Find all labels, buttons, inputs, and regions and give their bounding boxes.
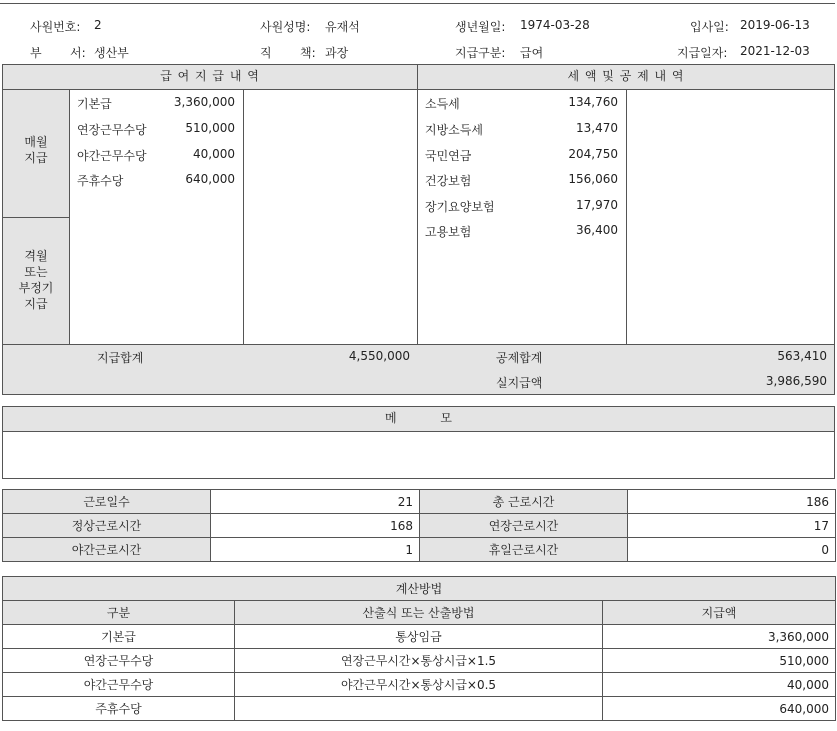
work-value: 186: [628, 490, 836, 514]
deduct-item-name: 지방소득세: [425, 123, 483, 137]
table-row: [3, 490, 836, 514]
deduct-item-name: 장기요양보험: [425, 200, 495, 214]
deduct-item-name: 고용보험: [425, 225, 472, 239]
pay-item-amount: 3,360,000: [173, 95, 235, 109]
irregular-label-1: 격월: [24, 249, 48, 263]
calc-method: 통상임금: [235, 625, 603, 649]
deduct-section-header: [417, 64, 835, 90]
calc-header: 산출식 또는 산출방법: [235, 601, 603, 625]
birth-label: 생년월일:: [455, 20, 506, 34]
work-label: 정상근로시간: [3, 514, 211, 538]
deduct-item-amount: 36,400: [576, 223, 618, 237]
work-label: 휴일근로시간: [420, 538, 628, 562]
pay-item-amount: 510,000: [185, 121, 235, 135]
calc-amount: 640,000: [603, 697, 836, 721]
pay-item-name: 기본급: [77, 97, 112, 111]
memo-header: [2, 406, 835, 432]
work-value: 0: [628, 538, 836, 562]
memo-title: 메 모: [385, 411, 452, 425]
deduct-total-label: 공제합계: [496, 351, 543, 365]
join-label: 입사일:: [690, 20, 729, 34]
monthly-label-1: 매월: [24, 135, 48, 149]
net-pay-value: 3,986,590: [765, 374, 827, 388]
pay-date-label: 지급일자:: [677, 46, 728, 60]
irregular-label-cell: [2, 217, 70, 345]
name-label: 사원성명:: [260, 20, 311, 34]
calc-header: 구분: [3, 601, 235, 625]
calc-method: 야간근무시간×통상시급×0.5: [235, 673, 603, 697]
table-row: [3, 649, 836, 673]
position-label-b: 책:: [300, 46, 316, 60]
deduct-total-value: 563,410: [777, 349, 827, 363]
calc-header: 지급액: [603, 601, 836, 625]
irregular-label-4: 지급: [24, 297, 48, 311]
pay-total-label: 지급합계: [97, 351, 144, 365]
deduct-item-name: 소득세: [425, 97, 460, 111]
dept-label-b: 서:: [70, 46, 86, 60]
dept-value: 생산부: [94, 46, 129, 60]
pay-date-value: 2021-12-03: [740, 44, 810, 58]
monthly-label-2: 지급: [24, 151, 48, 165]
pay-item-name: 주휴수당: [77, 174, 124, 188]
net-pay-label: 실지급액: [496, 376, 543, 390]
deduct-item-amount: 134,760: [568, 95, 618, 109]
monthly-label-cell: [2, 89, 70, 218]
calc-method: [235, 697, 603, 721]
emp-no-value: 2: [94, 18, 102, 32]
work-label: 근로일수: [3, 490, 211, 514]
top-rule: [0, 3, 835, 4]
emp-no-label: 사원번호:: [30, 20, 81, 34]
calc-method: 연장근무시간×통상시급×1.5: [235, 649, 603, 673]
calc-title-row: [3, 577, 836, 601]
deduct-item-amount: 13,470: [576, 121, 618, 135]
calc-item: 주휴수당: [3, 697, 235, 721]
pay-item-amount: 40,000: [193, 147, 235, 161]
calc-item: 야간근무수당: [3, 673, 235, 697]
calc-amount: 3,360,000: [603, 625, 836, 649]
pay-type-label: 지급구분:: [455, 46, 506, 60]
calc-item: 기본급: [3, 625, 235, 649]
calc-header-row: [3, 601, 836, 625]
table-row: [3, 697, 836, 721]
memo-content: [2, 431, 835, 479]
table-row: [3, 538, 836, 562]
pay-extra-column: [243, 89, 418, 345]
pay-item-name: 야간근무수당: [77, 149, 147, 163]
work-value: 17: [628, 514, 836, 538]
table-row: [3, 673, 836, 697]
deduct-item-amount: 17,970: [576, 198, 618, 212]
calc-method-table: [2, 576, 836, 721]
deduct-item-name: 국민연금: [425, 149, 472, 163]
calc-item: 연장근무수당: [3, 649, 235, 673]
pay-type-value: 급여: [520, 46, 544, 60]
calc-title: 계산방법: [3, 577, 836, 601]
deduct-item-amount: 204,750: [568, 147, 618, 161]
deduct-extra-column: [626, 89, 835, 345]
birth-value: 1974-03-28: [520, 18, 590, 32]
work-label: 야간근로시간: [3, 538, 211, 562]
dept-label-a: 부: [30, 46, 42, 60]
pay-total-value: 4,550,000: [348, 349, 410, 363]
work-value: 1: [211, 538, 420, 562]
work-value: 168: [211, 514, 420, 538]
table-row: [3, 514, 836, 538]
name-value: 유재석: [325, 20, 360, 34]
work-label: 총 근로시간: [420, 490, 628, 514]
deduct-item-name: 건강보험: [425, 174, 472, 188]
pay-section-header: [2, 64, 418, 90]
irregular-label-2: 또는: [24, 265, 48, 279]
table-row: [3, 625, 836, 649]
deduct-item-amount: 156,060: [568, 172, 618, 186]
deduct-section-title: 세 액 및 공 제 내 역: [567, 69, 685, 83]
pay-item-amount: 640,000: [185, 172, 235, 186]
irregular-label-3: 부정기: [18, 281, 54, 295]
position-value: 과장: [325, 46, 349, 60]
work-value: 21: [211, 490, 420, 514]
pay-item-name: 연장근무수당: [77, 123, 147, 137]
work-label: 연장근로시간: [420, 514, 628, 538]
join-value: 2019-06-13: [740, 18, 810, 32]
position-label-a: 직: [260, 46, 272, 60]
calc-amount: 510,000: [603, 649, 836, 673]
work-hours-table: [2, 489, 836, 562]
pay-section-title: 급 여 지 급 내 역: [160, 69, 260, 83]
calc-amount: 40,000: [603, 673, 836, 697]
